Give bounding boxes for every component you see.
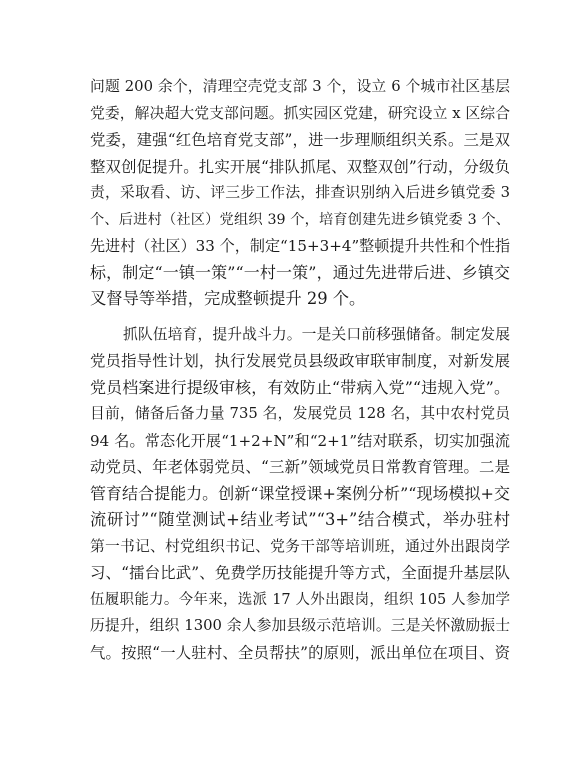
text-line: 整双创促提升。扎实开展“排队抓尾、双整双创”行动，分级负	[90, 157, 510, 176]
text-line: 第一书记、村党组织书记、党务干部等培训班，通过外出跟岗学	[90, 537, 510, 555]
text-line: 流研讨”“随堂测试+结业考试”“3+”结合模式，举办驻村	[90, 510, 510, 529]
text-line: 94 名。常态化开展“1+2+N”和“2+1”结对联系，切实加强流	[90, 431, 510, 450]
text-line: 抓队伍培育，提升战斗力。一是关口前移强储备。制定发展	[123, 325, 510, 343]
paragraph-2	[90, 322, 510, 667]
text-line: 管育结合提能力。创新“课堂授课+案例分析”“现场模拟+交	[90, 483, 510, 503]
text-line: 标，制定“一镇一策”“一村一策”，通过先进带后进、乡镇交	[90, 262, 510, 282]
text-line: 伍履职能力。今年来，选派 17 人外出跟岗，组织 105 人参加学	[90, 591, 510, 608]
text-line: 叉督导等举措，完成整顿提升 29 个。	[90, 289, 366, 308]
text-line: 先进村（社区）33 个，制定“15+3+4”整顿提升共性和个性指	[90, 237, 511, 255]
text-line: 问题 200 余个，清理空壳党支部 3 个，设立 6 个城市社区基层	[90, 78, 510, 95]
text-line: 气。按照“一人驻村、全员帮扶”的原则，派出单位在项目、资	[90, 643, 510, 662]
body-text	[90, 74, 510, 666]
text-line: 历提升，组织 1300 余人参加县级示范培训。三是关怀激励振士	[90, 617, 510, 634]
text-line: 党员档案进行提级审核，有效防止“带病入党”“违规入党”。	[90, 377, 510, 397]
text-line: 责，采取看、访、评三步工作法，排查识别纳入后进乡镇党委 3	[90, 184, 510, 201]
text-line: 个、后进村（社区）党组织 39 个，培育创建先进乡镇党委 3 个、	[90, 211, 510, 228]
text-line: 党委，建强“红色培育党支部”，进一步理顺组织关系。三是双	[90, 131, 510, 149]
text-line: 动党员、年老体弱党员、“三新”领域党员日常教育管理。二是	[90, 458, 510, 476]
text-line: 党员指导性计划，执行发展党员县级政审联审制度，对新发展	[90, 352, 510, 370]
text-line: 习、“擂台比武”、免费学历技能提升等方式，全面提升基层队	[90, 564, 510, 582]
paragraph-gap	[90, 313, 510, 322]
text-line: 党委，解决超大党支部问题。抓实园区党建，研究设立 x 区综合	[90, 104, 510, 122]
paragraph-1	[90, 74, 510, 313]
text-line: 目前，储备后备力量 735 名，发展党员 128 名，其中农村党员	[90, 405, 510, 422]
